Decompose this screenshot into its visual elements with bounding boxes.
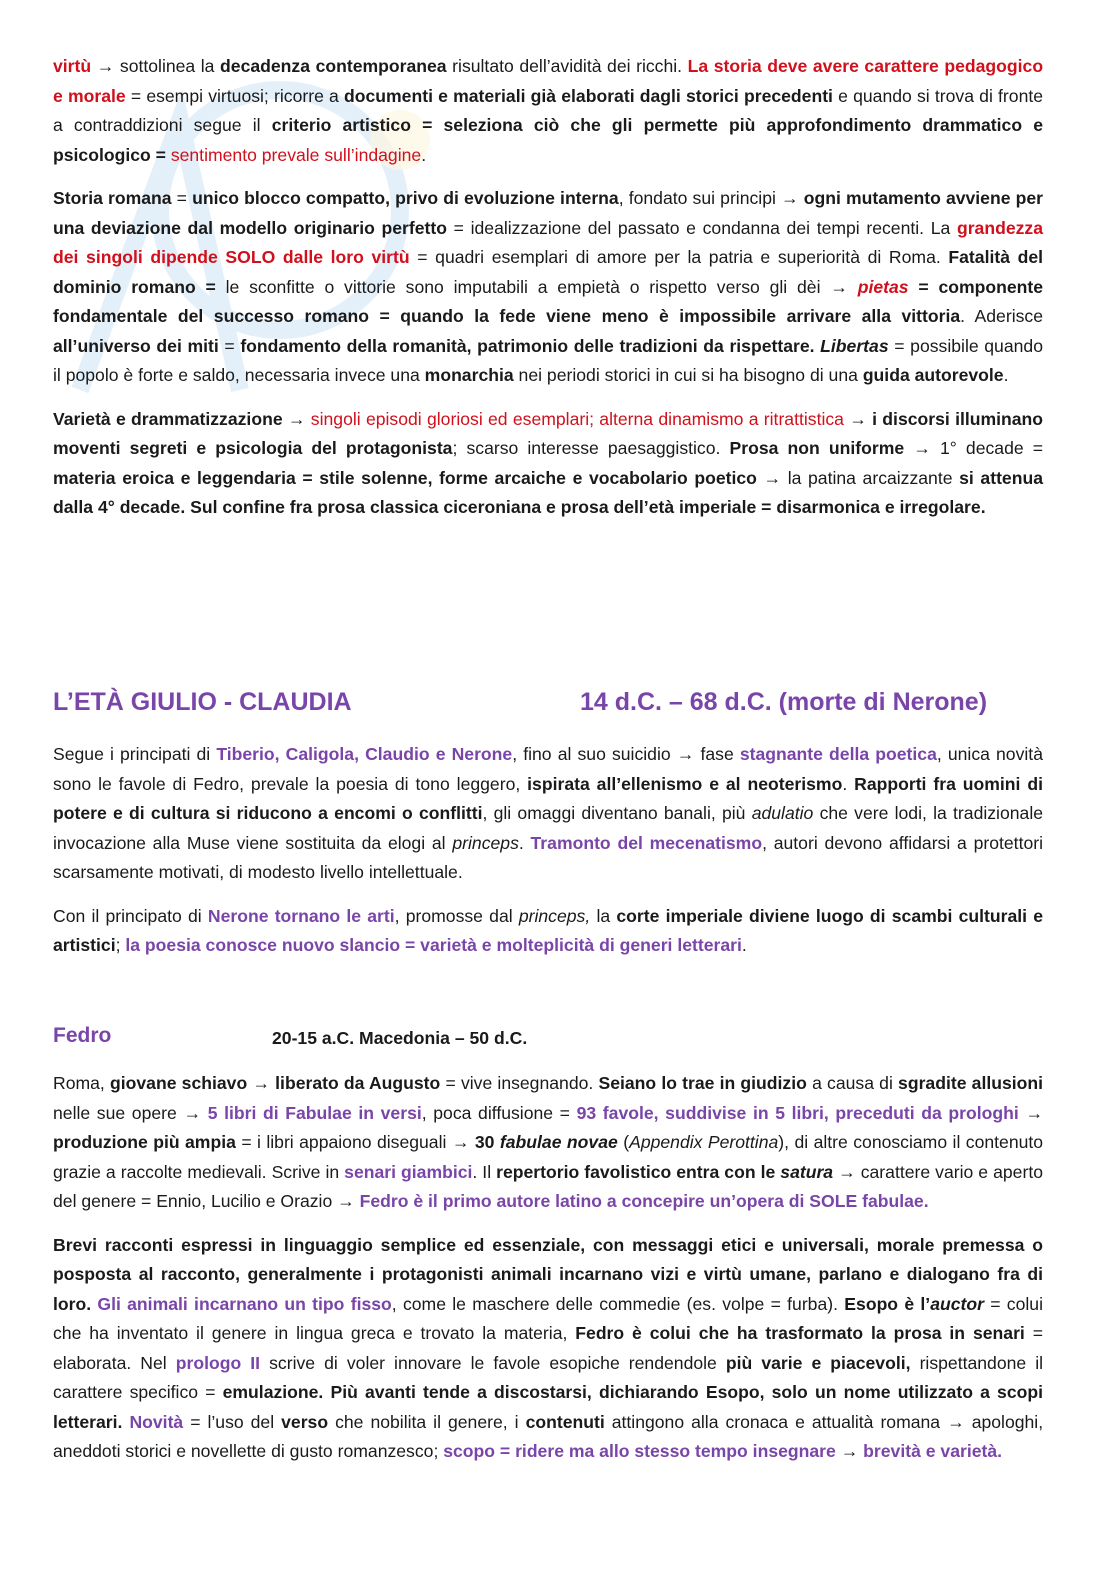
paragraph-fedro-favole: Brevi racconti espressi in linguaggio semplice ed essenziale, con messaggi etici e universali, morale premessa o posposta al racconto, generalmente i protagonisti animali incarnano vizi e virtù umane, parlano e dialogano fra di loro. Gli animali incarnano un tipo fisso, come le maschere delle commedie (es. volpe = furba). Esopo è l’auctor = colui che ha inventato il genere in lingua greca e trovato la materia, Fedro è colui che ha trasformato la prosa in senari = elaborata. Nel prologo II scrive di voler innovare le favole esopiche rendendole più varie e piacevoli, rispettandone il carattere specifico = emulazione. Più avanti tende a discostarsi, dichiarando Esopo, solo un nome utilizzato a scopi letterari. Novità = l’uso del verso che nobilita il genere, i contenuti attingono alla cronaca e attualità romana → apologhi, aneddoti storici e novellette di gusto romanzesco; scopo = ridere ma allo stesso tempo insegnare → brevità e varietà.: [53, 1234, 1044, 1461]
paragraph-nerone: Con il principato di Nerone tornano le arti, promosse dal princeps, la corte imperiale diviene luogo di scambi culturali e artistici; la poesia conosce nuovo slancio = varietà e molteplicità di generi letterari.: [53, 905, 1044, 955]
paragraph-livio-virtu: virtù → sottolinea la decadenza contemporanea risultato dell’avidità dei ricchi. La storia deve avere carattere pedagogico e morale = esempi virtuosi; ricorre a documenti e materiali già elaborati dagli storici precedenti e quando si trova di fronte a contraddizioni segue il criterio artistico = seleziona ciò che gli permette più approfondimento drammatico e psicologico = sentimento prevale sull’indagine.: [53, 56, 1044, 165]
section-body: [53, 740, 1043, 975]
paragraph-varieta: Varietà e drammatizzazione → singoli episodi gloriosi ed esemplari; alterna dinamismo a ritrattistica → i discorsi illuminano moventi segreti e psicologia del protagonista; scarso interesse paesaggistico. Prosa non uniforme → 1° decade = materia eroica e leggendaria = stile solenne, forme arcaiche e vocabolario poetico → la patina arcaizzante si attenua dalla 4° decade. Sul confine fra prosa classica ciceroniana e prosa dell’età imperiale = disarmonica e irregolare.: [53, 408, 1044, 517]
fedro-body: [53, 1069, 1043, 1481]
paragraph-storia-romana: Storia romana = unico blocco compatto, privo di evoluzione interna, fondato sui principi → ogni mutamento avviene per una deviazione dal modello originario perfetto = idealizzazione del passato e condanna dei tempi recenti. La grandezza dei singoli dipende SOLO dalle loro virtù = quadri esemplari di amore per la patria e superiorità di Roma. Fatalità del dominio romano = le sconfitte o vittorie sono imputabili a empietà o rispetto verso gli dèi → pietas = componente fondamentale del successo romano = quando la fede viene meno è impossibile arrivare alla vittoria. Aderisce all’universo dei miti = fondamento della romanità, patrimonio delle tradizioni da rispettare. Libertas = possibile quando il popolo è forte e saldo, necessaria invece una monarchia nei periodi storici in cui si ha bisogno di una guida autorevole.: [53, 188, 1044, 385]
section-title: L’ETÀ GIULIO - CLAUDIA: [53, 688, 352, 716]
document-page: [53, 52, 1043, 537]
subsection-title: Fedro: [53, 1024, 112, 1047]
paragraph-principati: Segue i principati di Tiberio, Caligola, Claudio e Nerone, fino al suo suicidio → fase stagnante della poetica, unica novità sono le favole di Fedro, prevale la poesia di tono leggero, ispirata all’ellenismo e al neoterismo. Rapporti fra uomini di potere e di cultura si riducono a encomi o conflitti, gli omaggi diventano banali, più adulatio che vere lodi, la tradizionale invocazione alla Muse viene sostituita da elogi al princeps. Tramonto del mecenatismo, autori devono affidarsi a protettori scarsamente motivati, di modesto livello intellettuale.: [53, 744, 1044, 882]
paragraph-fedro-vita: Roma, giovane schiavo → liberato da Augusto = vive insegnando. Seiano lo trae in giudizio a causa di sgradite allusioni nelle sue opere → 5 libri di Fabulae in versi, poca diffusione = 93 favole, suddivise in 5 libri, preceduti da prologhi → produzione più ampia = i libri appaiono diseguali → 30 fabulae novae (Appendix Perottina), di altre conosciamo il contenuto grazie a raccolte medievali. Scrive in senari giambici. Il repertorio favolistico entra con le satura → carattere vario e aperto del genere = Ennio, Lucilio e Orazio → Fedro è il primo autore latino a concepire un’opera di SOLE fabulae.: [53, 1073, 1044, 1211]
subsection-dates: 20-15 a.C. Macedonia – 50 d.C.: [272, 1028, 528, 1048]
section-dates: 14 d.C. – 68 d.C. (morte di Nerone): [580, 688, 988, 716]
